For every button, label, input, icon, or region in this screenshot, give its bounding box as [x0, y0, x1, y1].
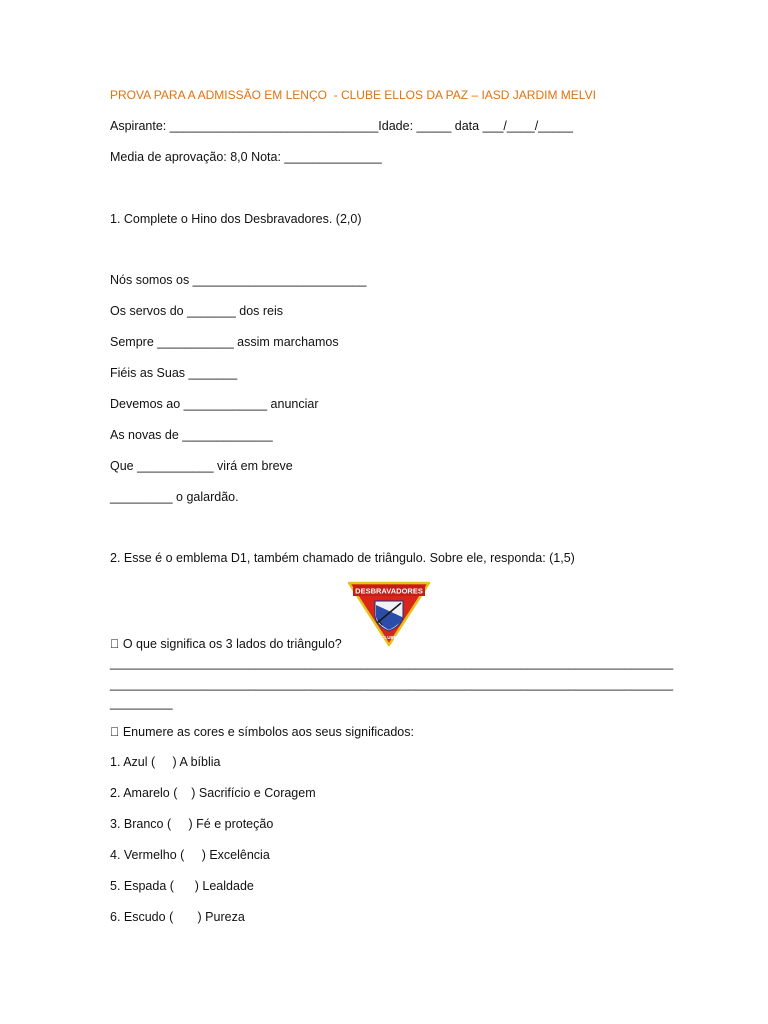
match-item-2: 2. Amarelo ( ) Sacrifício e Coragem — [110, 786, 316, 800]
sub-question-a: O que significa os 3 lados do triângulo? — [110, 637, 336, 651]
emblem-bottom-text: CLUBE — [381, 635, 397, 640]
hymn-line-2: Os servos do _______ dos reis — [110, 304, 284, 318]
hymn-line-4: Fiéis as Suas _______ — [110, 366, 238, 380]
match-item-4: 4. Vermelho ( ) Excelência — [110, 848, 270, 862]
pathfinder-emblem — [345, 579, 433, 647]
match-item-1: 1. Azul ( ) A bíblia — [110, 755, 221, 769]
hymn-line-7: Que ___________ virá em breve — [110, 459, 293, 473]
match-item-5: 5. Espada ( ) Lealdade — [110, 879, 254, 893]
answer-line-3: _________ — [110, 696, 173, 710]
hymn-line-6: As novas de _____________ — [110, 428, 273, 442]
hymn-line-3: Sempre ___________ assim marchamos — [110, 335, 339, 349]
question-2-heading: 2. Esse é o emblema D1, também chamado de triângulo. Sobre ele, responda: (1,5) — [110, 551, 575, 565]
hymn-line-5: Devemos ao ____________ anunciar — [110, 397, 319, 411]
match-item-6: 6. Escudo ( ) Pureza — [110, 910, 245, 924]
emblem-top-text: DESBRAVADORES — [355, 586, 423, 596]
aspirante-line: Aspirante: ______________________________Idade: _____ data ___/____/_____ — [110, 119, 573, 133]
document-title: PROVA PARA A ADMISSÃO EM LENÇO - CLUBE ELLOS DA PAZ – IASD JARDIM MELVI — [110, 88, 596, 102]
hymn-line-1: Nós somos os _________________________ — [110, 273, 367, 287]
media-line: Media de aprovação: 8,0 Nota: ______________ — [110, 150, 382, 164]
question-1-heading: 1. Complete o Hino dos Desbravadores. (2,0) — [110, 212, 362, 226]
hymn-line-8: _________ o galardão. — [110, 490, 239, 504]
answer-line-2: _________________________________________________________________________________ — [110, 677, 674, 691]
answer-line-1: _________________________________________________________________________________ — [110, 656, 674, 670]
match-item-3: 3. Branco ( ) Fé e proteção — [110, 817, 274, 831]
sub-question-b: Enumere as cores e símbolos aos seus significados: — [110, 725, 409, 739]
